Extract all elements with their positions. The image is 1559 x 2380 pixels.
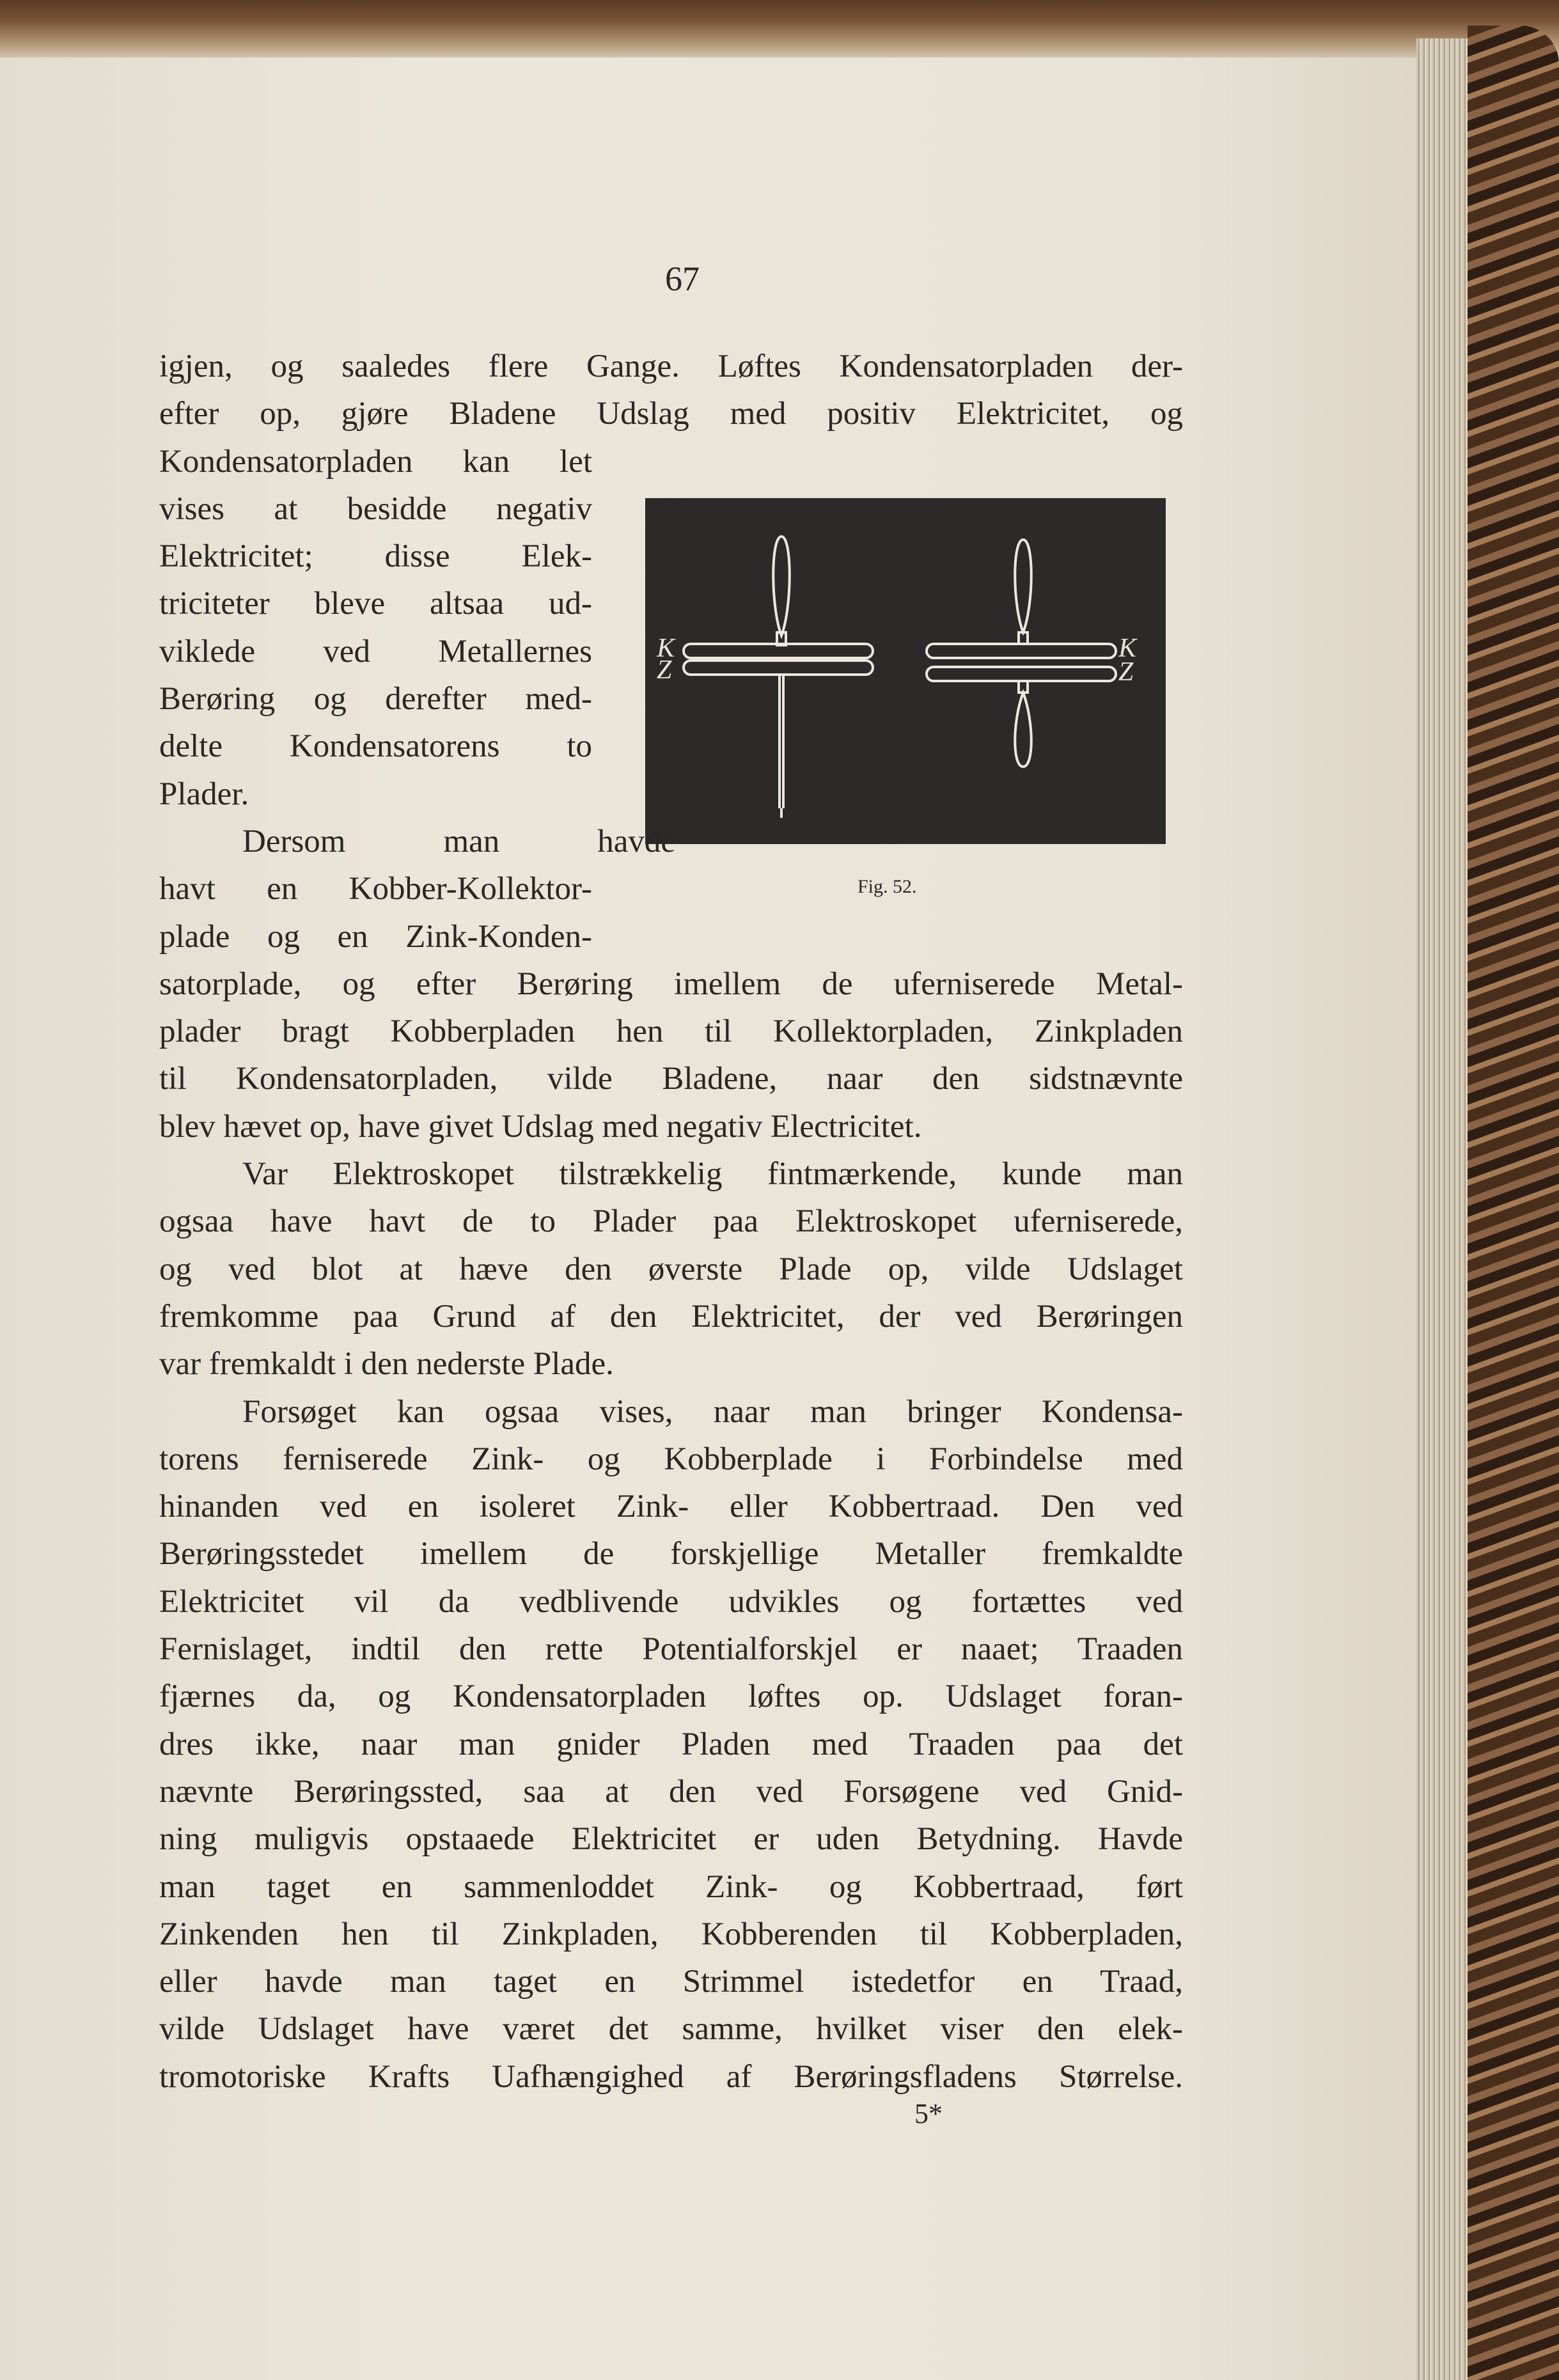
text-line: ogsaa have havt de to Plader paa Elektroskopet uferniserede, (159, 1203, 1183, 1240)
text-line: eller havde man taget en Strimmel istedetfor en Traad, (159, 1964, 1183, 2000)
text-line: Berøringsstedet imellem de forskjellige Metaller fremkaldte (159, 1536, 1183, 1572)
page-number: 67 (665, 260, 700, 298)
text-line: delte Kondensatorens to (159, 728, 592, 765)
marbled-cover (1468, 26, 1559, 2380)
text-line: Kondensatorpladen kan let (159, 443, 592, 480)
text-line: Fernislaget, indtil den rette Potentialforskjel er naaet; Traaden (159, 1631, 1183, 1668)
text-line: man taget en sammenloddet Zink- og Kobbertraad, ført (159, 1868, 1183, 1905)
text-line: torens ferniserede Zink- og Kobberplade i Forbindelse med (159, 1441, 1183, 1477)
text-line: og ved blot at hæve den øverste Plade op, vilde Udslaget (159, 1251, 1183, 1287)
body-text (159, 343, 1183, 2101)
text-line: blev hævet op, have givet Udslag med negativ Electricitet. (159, 1108, 922, 1145)
figure-caption: Fig. 52. (858, 876, 917, 897)
text-line: plader bragt Kobberpladen hen til Kollektorpladen, Zinkpladen (159, 1014, 1183, 1050)
text-line: havt en Kobber-Kollektor- (159, 871, 592, 907)
text-line: igjen, og saaledes flere Gange. Løftes Kondensatorpladen der- (159, 348, 1183, 384)
text-line: tromotoriske Krafts Uafhængighed af Berøringsfladens Størrelse. (159, 2058, 1183, 2095)
text-line: vises at besidde negativ (159, 490, 592, 527)
text-line: triciteter bleve altsaa ud- (159, 586, 592, 622)
text-line: nævnte Berøringssted, saa at den ved Forsøgene ved Gnid- (159, 1773, 1183, 1810)
text-line: vilde Udslaget have været det samme, hvilket viser den elek- (159, 2011, 1183, 2047)
signature-mark: 5* (914, 2098, 943, 2129)
text-line: efter op, gjøre Bladene Udslag med positiv Elektricitet, og (159, 396, 1183, 432)
text-line: ning muligvis opstaaede Elektricitet er uden Betydning. Havde (159, 1821, 1183, 1858)
text-line: Elektricitet vil da vedblivende udvikles og fortættes ved (159, 1583, 1183, 1620)
label-z-left: Z (657, 655, 672, 685)
text-line: Var Elektroskopet tilstrækkelig fintmærkende, kunde man (242, 1156, 1183, 1193)
label-z-right: Z (1118, 657, 1134, 687)
label-k-left: K (657, 634, 675, 663)
text-line: viklede ved Metallernes (159, 633, 592, 669)
text-line: fjærnes da, og Kondensatorpladen løftes op. Udslaget foran- (159, 1679, 1183, 1715)
text-line: plade og en Zink-Konden- (159, 918, 592, 955)
text-line: Forsøget kan ogsaa vises, naar man bringer Kondensa- (242, 1393, 1183, 1430)
book-top-edge (0, 0, 1559, 61)
text-line: Plader. (159, 776, 249, 812)
text-line: fremkomme paa Grund af den Elektricitet, der ved Berøringen (159, 1298, 1183, 1335)
text-line: Berøring og derefter med- (159, 681, 592, 717)
text-line: var fremkaldt i den nederste Plade. (159, 1346, 614, 1382)
page-block-edge (1416, 38, 1468, 2380)
text-line: hinanden ved en isoleret Zink- eller Kobbertraad. Den ved (159, 1489, 1183, 1525)
text-line: Zinkenden hen til Zinkpladen, Kobberenden til Kobberpladen, (159, 1916, 1183, 1952)
text-line: Dersom man havde (242, 823, 675, 859)
text-line: satorplade, og efter Berøring imellem de uferniserede Metal- (159, 966, 1183, 1002)
text-line: til Kondensatorpladen, vilde Bladene, naar den sidstnævnte (159, 1061, 1183, 1097)
text-line: dres ikke, naar man gnider Pladen med Traaden paa det (159, 1726, 1183, 1762)
text-line: Elektricitet; disse Elek- (159, 538, 592, 575)
label-k-right: K (1118, 634, 1137, 663)
